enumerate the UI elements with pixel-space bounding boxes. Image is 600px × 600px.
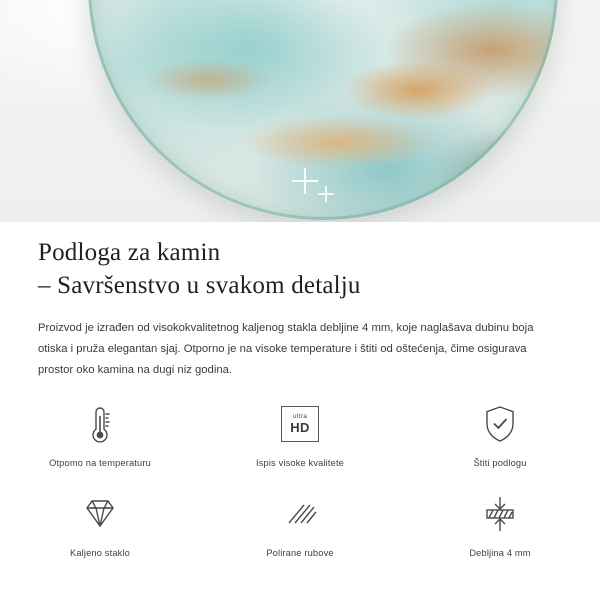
feature-label: Debljina 4 mm [469,548,531,558]
page-title [0,222,600,302]
ultra-hd-badge-top: ultra [292,412,308,420]
feature-item-polished-edges [200,482,400,558]
hero-image [0,0,600,222]
feature-item-temperature [0,392,200,468]
polished-edges-icon [277,490,323,538]
feature-item-thickness [400,482,600,558]
feature-grid [0,392,600,558]
feature-label: Polirane rubove [266,548,334,558]
shield-check-icon [477,400,523,448]
description-paragraph: Proizvod je izrađen od visokokvalitetnog kaljenog stakla debljine 4 mm, koje naglašava dubinu boja otiska i pruža elegantan sjaj. Otporno je na visoke temperature i štiti od oštećenja, čime osigurava prostor oko kamina na dugi niz godina. [38,322,534,376]
feature-item-print-quality [200,392,400,468]
ultra-hd-badge-bottom: HD [290,420,310,436]
feature-label: Štiti podlogu [473,458,527,468]
feature-label: Ispis visoke kvalitete [255,458,345,468]
diamond-icon [77,490,123,538]
headline-line-1: Podloga za kamin [38,239,221,266]
feature-label: Otpomo na temperaturu [49,458,151,468]
feature-label: Kaljeno staklo [70,548,130,558]
feature-item-surface-protection [400,392,600,468]
thermometer-icon [77,400,123,448]
text-content [0,222,600,381]
thickness-icon [477,490,523,538]
feature-item-tempered-glass [0,482,200,558]
ultra-hd-icon [277,400,323,448]
headline-line-2: – Savršenstvo u svakom detalju [38,272,361,299]
